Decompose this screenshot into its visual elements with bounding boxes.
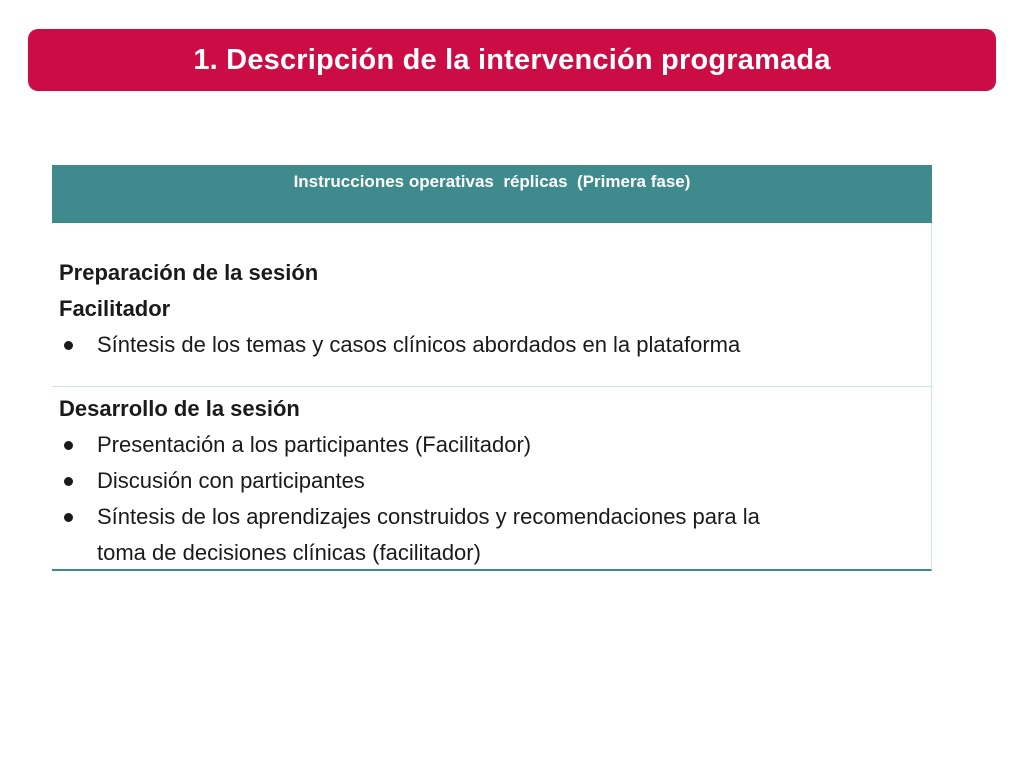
list-item bbox=[59, 463, 931, 499]
development-list bbox=[59, 427, 931, 571]
list-item-text: Síntesis de los temas y casos clínicos abordados en la plataforma bbox=[97, 332, 741, 357]
bullet-icon bbox=[64, 513, 73, 522]
preparation-section bbox=[52, 223, 932, 387]
list-item-text: Discusión con participantes bbox=[97, 468, 365, 493]
list-item-continuation bbox=[59, 535, 931, 571]
list-item bbox=[59, 499, 931, 535]
slide-title: 1. Descripción de la intervención programada bbox=[193, 43, 831, 76]
bullet-icon bbox=[64, 477, 73, 486]
table-header-text: Instrucciones operativas réplicas (Primera fase) bbox=[293, 172, 691, 191]
development-section bbox=[52, 387, 932, 571]
facilitator-subheading: Facilitador bbox=[59, 296, 171, 321]
list-item-text: toma de decisiones clínicas (facilitador) bbox=[97, 540, 481, 565]
list-item bbox=[59, 427, 931, 463]
list-item bbox=[59, 327, 931, 363]
list-item-text: Presentación a los participantes (Facilitador) bbox=[97, 432, 532, 457]
bullet-icon bbox=[64, 441, 73, 450]
preparation-list bbox=[59, 327, 931, 363]
table-header bbox=[52, 165, 932, 223]
development-heading: Desarrollo de la sesión bbox=[59, 396, 300, 421]
title-banner bbox=[28, 29, 996, 91]
bullet-icon bbox=[64, 341, 73, 350]
instructions-table bbox=[52, 165, 932, 571]
preparation-heading: Preparación de la sesión bbox=[59, 260, 319, 285]
list-item-text: Síntesis de los aprendizajes construidos y recomendaciones para la bbox=[97, 504, 760, 529]
